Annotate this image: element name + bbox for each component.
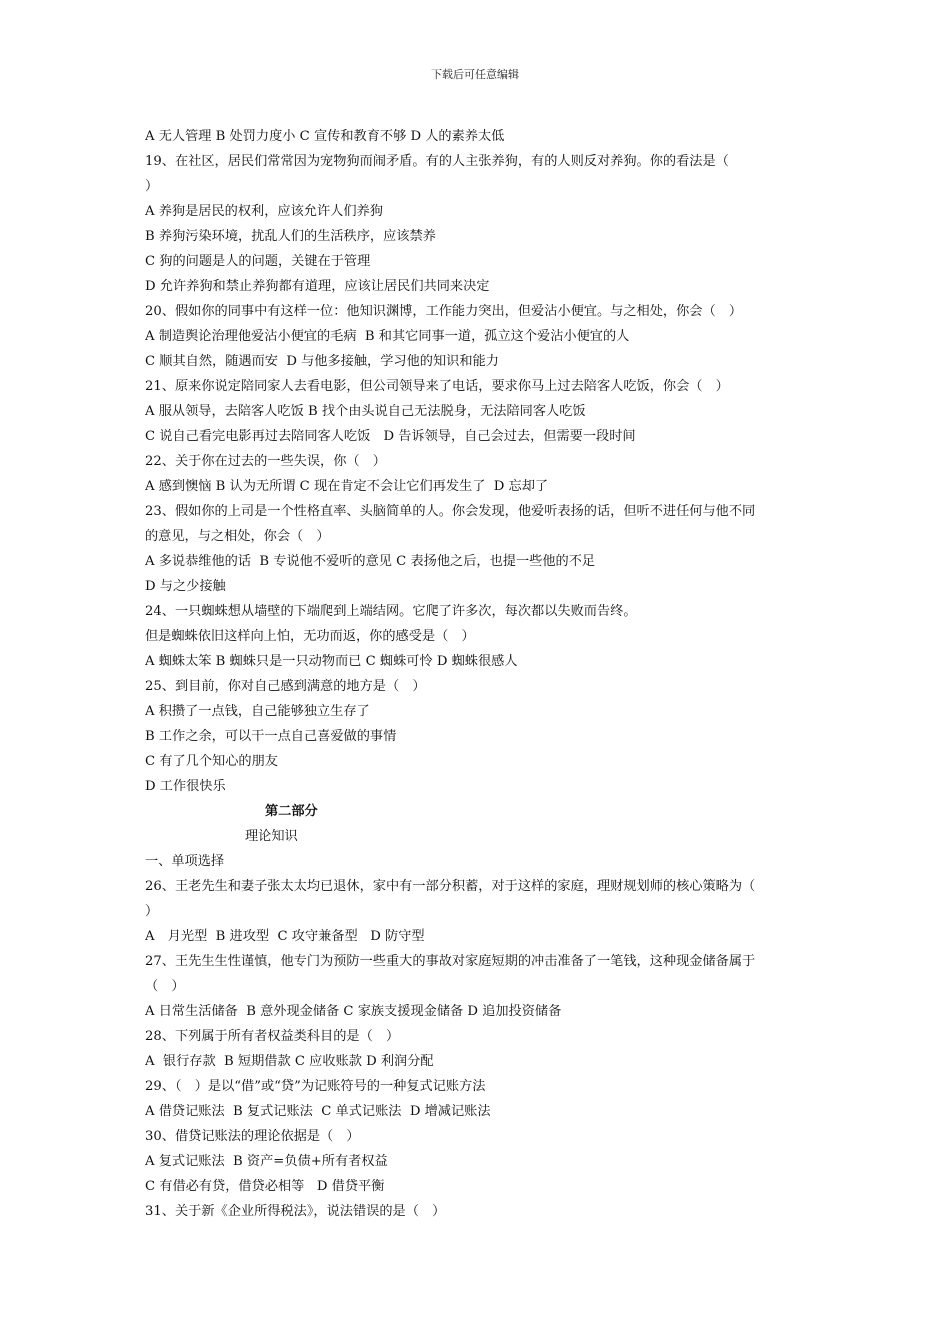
option-line: A 多说恭维他的话 B 专说他不爱听的意见 C 表扬他之后，也提一些他的不足 [145, 554, 596, 569]
text-line: 但是蜘蛛依旧这样向上怕，无功而返，你的感受是（ ） [145, 629, 475, 644]
option-line: D 与之少接触 [145, 579, 226, 594]
option-line: A 银行存款 B 短期借款 C 应收账款 D 利润分配 [145, 1054, 434, 1069]
question-21: 21、原来你说定陪同家人去看电影，但公司领导来了电话，要求你马上过去陪客人吃饭，你会（ ） [145, 379, 729, 394]
option-line: A 蜘蛛太笨 B 蜘蛛只是一只动物而已 C 蜘蛛可怜 D 蜘蛛很感人 [145, 654, 518, 669]
option-line: A 借贷记账法 B 复式记账法 C 单式记账法 D 增减记账法 [145, 1104, 491, 1119]
text-line: A 无人管理 B 处罚力度小 C 宣传和教育不够 D 人的素养太低 [145, 129, 505, 144]
text-line: ） [145, 179, 159, 194]
option-line: A 养狗是居民的权利，应该允许人们养狗 [145, 204, 383, 219]
option-line: A 复式记账法 B 资产=负债+所有者权益 [145, 1154, 388, 1169]
option-line: A 日常生活储备 B 意外现金储备 C 家族支援现金储备 D 追加投资储备 [145, 1004, 562, 1019]
question-28: 28、下列属于所有者权益类科目的是（ ） [145, 1029, 400, 1044]
question-25: 25、到目前，你对自己感到满意的地方是（ ） [145, 679, 426, 694]
document-body [145, 124, 810, 1224]
option-line: C 有了几个知心的朋友 [145, 754, 278, 769]
text-line: ） [145, 904, 159, 919]
option-line: C 有借必有贷，借贷必相等 D 借贷平衡 [145, 1179, 385, 1194]
subsection-heading: 一、单项选择 [145, 854, 225, 869]
question-24: 24、一只蜘蛛想从墙壁的下端爬到上端结网。它爬了许多次，每次都以失败而告终。 [145, 604, 637, 619]
option-line: C 狗的问题是人的问题，关键在于管理 [145, 254, 371, 269]
question-23: 23、假如你的上司是一个性格直率、头脑简单的人。你会发现，他爱听表扬的话，但听不进任何与他不同 [145, 504, 756, 519]
option-line: A 感到懊恼 B 认为无所谓 C 现在肯定不会让它们再发生了 D 忘却了 [145, 479, 549, 494]
question-31: 31、关于新《企业所得税法》，说法错误的是（ ） [145, 1204, 446, 1219]
page-header: 下载后可任意编辑 [431, 68, 519, 81]
option-line: B 工作之余，可以干一点自己喜爱做的事情 [145, 729, 397, 744]
option-line: D 允许养狗和禁止养狗都有道理，应该让居民们共同来决定 [145, 279, 490, 294]
section-subtitle: 理论知识 [245, 829, 298, 844]
option-line: B 养狗污染环境，扰乱人们的生活秩序，应该禁养 [145, 229, 436, 244]
option-line: A 月光型 B 进攻型 C 攻守兼备型 D 防守型 [145, 929, 425, 944]
question-30: 30、借贷记账法的理论依据是（ ） [145, 1129, 360, 1144]
option-line: D 工作很快乐 [145, 779, 226, 794]
option-line: C 顺其自然，随遇而安 D 与他多接触，学习他的知识和能力 [145, 354, 499, 369]
question-27: 27、王先生生性谨慎，他专门为预防一些重大的事故对家庭短期的冲击准备了一笔钱，这种现金储备属于 [145, 954, 756, 969]
question-20: 20、假如你的同事中有这样一位：他知识渊博，工作能力突出，但爱沾小便宜。与之相处，你会（ ） [145, 304, 743, 319]
option-line: C 说自己看完电影再过去陪同客人吃饭 D 告诉领导，自己会过去，但需要一段时间 [145, 429, 636, 444]
option-line: A 积攒了一点钱，自己能够独立生存了 [145, 704, 370, 719]
question-29: 29、（ ）是以“借”或“贷”为记账符号的一种复式记账方法 [145, 1079, 486, 1094]
text-line: 的意见，与之相处，你会（ ） [145, 529, 330, 544]
section-title: 第二部分 [265, 804, 318, 819]
question-19: 19、在社区，居民们常常因为宠物狗而闹矛盾。有的人主张养狗，有的人则反对养狗。你的看法是（ [145, 154, 729, 169]
option-line: A 制造舆论治理他爱沾小便宜的毛病 B 和其它同事一道，孤立这个爱沾小便宜的人 [145, 329, 630, 344]
question-26: 26、王老先生和妻子张太太均已退休，家中有一部分积蓄，对于这样的家庭，理财规划师的核心策略为（ [145, 879, 756, 894]
option-line: A 服从领导，去陪客人吃饭 B 找个由头说自己无法脱身，无法陪同客人吃饭 [145, 404, 586, 419]
question-22: 22、关于你在过去的一些失误，你（ ） [145, 454, 386, 469]
text-line: （ ） [145, 979, 185, 994]
